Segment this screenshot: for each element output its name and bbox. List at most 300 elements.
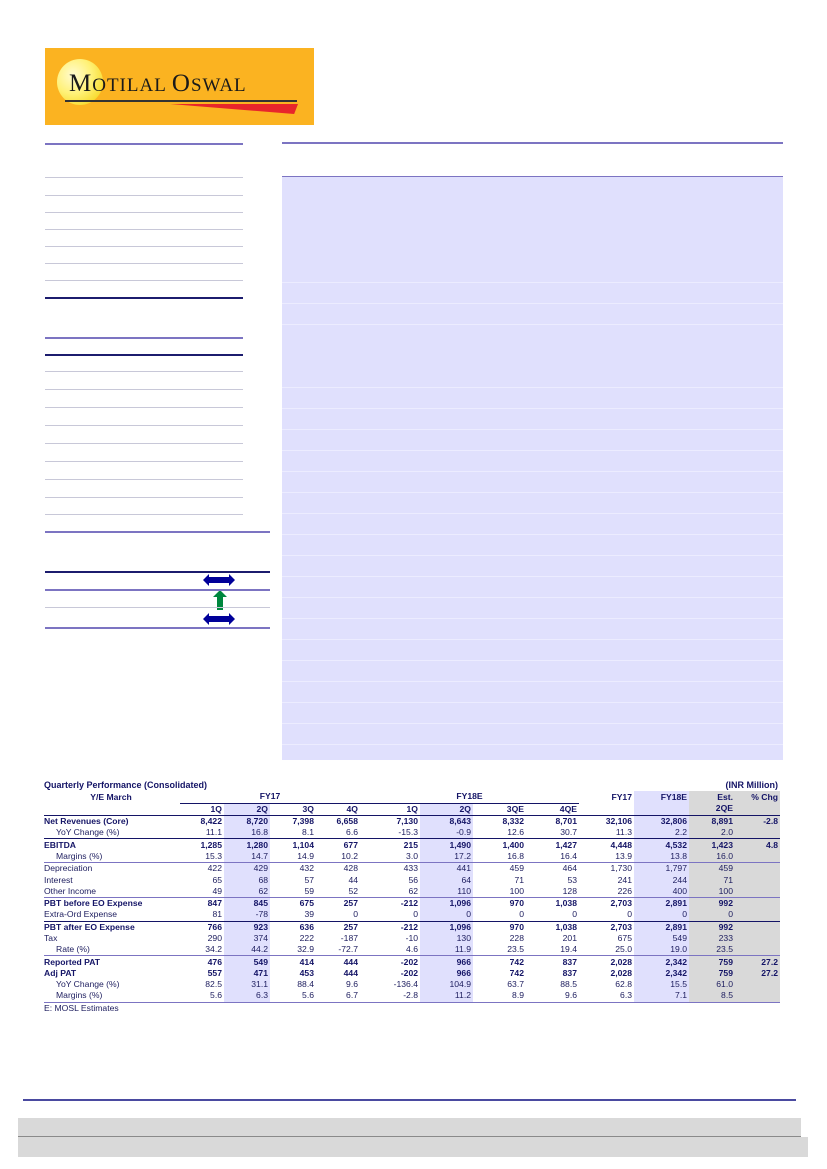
table-cell: 290 [207,933,222,943]
table-cell: 5.6 [180,990,224,1002]
panel-rule [282,513,783,514]
table-cell: 1,797 [634,863,689,875]
table-cell: 233 [689,933,735,944]
sidebar-rule [45,143,243,145]
sidebar-rule [45,479,243,480]
table-cell: 742 [473,956,526,968]
table-cell: 1,730 [579,863,634,875]
table-cell: 44.2 [224,944,270,956]
motilal-oswal-logo [45,48,314,125]
table-cell: 257 [316,897,360,909]
table-cell: 0 [413,909,418,920]
table-cell: 130 [420,933,473,944]
table-cell: 8.5 [689,990,735,1002]
table-cell: 32.9 [297,944,314,955]
table-cell: 7,130 [360,815,420,827]
row-label: Other Income [44,885,97,896]
quarter-header: 1Q [406,803,418,814]
table-row [44,874,780,885]
table-cell: 422 [180,863,224,875]
table-cell: 215 [360,839,420,851]
sidebar-rule [45,229,243,230]
table-cell: 59 [304,885,314,896]
table-cell: 68 [224,874,270,885]
table-cell [735,851,780,863]
table-cell: 7.1 [634,990,689,1002]
sidebar-rule [45,589,270,591]
table-row [44,921,780,933]
table-cell: 966 [420,956,473,968]
table-cell: 6.3 [579,990,634,1002]
table-row [44,956,780,968]
row-label: Tax [44,933,58,943]
table-cell: 4.6 [406,944,418,955]
panel-rule [282,702,783,703]
table-cell: 11.1 [205,827,222,838]
table-cell: 6.7 [316,990,360,1002]
sidebar-rule [45,263,243,264]
panel-top-rule [282,142,783,144]
table-cell: 23.5 [689,944,735,956]
table-cell: 444 [316,956,360,968]
table-cell: 128 [562,885,577,896]
table-cell: 4.8 [735,839,780,851]
table-cell: 100 [509,885,524,896]
table-cell: 39 [304,909,314,920]
table-cell [735,863,780,875]
table-cell: 82.5 [205,979,222,990]
panel-rule [282,282,783,283]
table-cell: 471 [224,968,270,979]
summary-panel [282,177,783,760]
table-cell: 27.2 [735,968,780,979]
table-cell: 0 [689,909,735,921]
quarter-header: 3QE [506,803,524,814]
table-cell: 0 [627,909,632,920]
sidebar-rule [45,497,243,498]
table-cell: 0 [353,909,358,920]
row-header: Y/E March [90,791,132,802]
table-cell: 19.4 [560,944,577,955]
row-label: Margins (%) [44,990,180,1002]
sidebar-rule [45,354,243,356]
table-cell: -212 [360,897,420,909]
table-cell: 636 [270,921,316,933]
quarter-header: 3Q [302,803,314,814]
panel-rule [282,576,783,577]
panel-rule [282,660,783,661]
table-cell: -212 [360,921,420,933]
footer-rule [23,1099,796,1101]
table-cell: 17.2 [420,851,473,863]
table-cell: 16.8 [224,827,270,839]
table-cell: 3.0 [406,850,418,861]
quarter-header: 2Q [420,803,473,815]
table-row [44,968,780,979]
table-cell [735,933,780,944]
sidebar-rule [45,280,243,281]
sidebar-rule [45,389,243,390]
table-row [44,944,780,956]
table-cell: 464 [526,863,579,875]
quarter-header [579,803,634,815]
table-cell: 374 [224,933,270,944]
quarter-header: 1Q [210,803,222,814]
panel-rule [282,387,783,388]
table-cell: 2,891 [634,921,689,933]
table-cell: 966 [420,968,473,979]
table-cell: 71 [689,874,735,885]
row-label: Extra-Ord Expense [44,909,118,920]
table-cell: 0 [572,909,577,920]
row-label: YoY Change (%) [56,979,120,990]
row-label: Reported PAT [44,956,180,968]
table-cell: 759 [689,956,735,968]
table-cell: 549 [224,956,270,968]
table-cell: 110 [420,886,473,898]
table-cell: 11.2 [420,990,473,1002]
logo-rule [65,100,297,102]
table-cell: 32,106 [579,815,634,827]
table-cell: 433 [360,863,420,875]
panel-rule [282,324,783,325]
table-cell: 15.5 [634,979,689,990]
table-cell [735,886,780,898]
table-cell: 837 [526,956,579,968]
table-cell: 57 [304,874,314,885]
table-cell: 88.4 [297,979,314,990]
table-cell: 88.5 [560,979,577,990]
panel-rule [282,723,783,724]
table-cell: 16.8 [507,850,524,861]
table-cell: 1,038 [526,897,579,909]
group-fy18e: FY18E [360,791,579,803]
table-cell: 453 [299,967,314,978]
panel-rule [282,408,783,409]
table-cell: 2,028 [610,967,632,978]
table-cell: 4,448 [579,839,634,851]
quarter-header [634,803,689,815]
sidebar-rule [45,337,243,339]
table-cell: 201 [562,933,577,943]
footer-bar [18,1137,808,1157]
table-cell: 2.2 [634,827,689,839]
table-cell: 1,096 [420,897,473,909]
table-cell: 34.2 [205,944,222,955]
table-cell: 441 [420,863,473,875]
row-label: Margins (%) [56,850,103,861]
logo-text: MOTILAL OSWAL [69,70,247,97]
table-cell: 5.6 [270,990,316,1002]
table-cell: 1,285 [180,839,224,851]
table-cell [735,979,780,990]
panel-rule [282,534,783,535]
table-cell [735,827,780,839]
panel-rule [282,597,783,598]
table-cell: 63.7 [507,979,524,990]
table-cell: 31.1 [224,979,270,990]
panel-rule [282,744,783,745]
table-cell: 8.1 [302,827,314,838]
table-cell: 16.0 [689,851,735,863]
table-cell [735,990,780,1002]
table-cell: 677 [316,839,360,851]
table-cell: 2,342 [634,968,689,979]
table-row [44,827,780,839]
table-cell: 8.9 [473,990,526,1002]
row-label: PBT after EO Expense [44,921,180,933]
table-cell: 11.3 [615,827,632,838]
sidebar-rule [45,443,243,444]
table-cell: 6.6 [346,827,358,838]
row-label: Depreciation [44,863,180,875]
sidebar-rule [45,195,243,196]
table-cell: 8,643 [420,815,473,827]
table-cell: 61.0 [689,979,735,990]
logo-swoosh [170,104,298,114]
table-cell: 8,332 [473,815,526,827]
table-cell: 459 [689,863,735,875]
quarter-header: 4Q [346,803,358,814]
quarter-header: 2QE [689,803,735,815]
table-cell: 0 [420,909,473,921]
quarter-header [735,803,780,815]
table-cell: 30.7 [560,827,577,838]
table-cell: 10.2 [341,850,358,861]
table-cell: 444 [343,967,358,978]
table-cell: 13.8 [634,851,689,863]
table-cell: 244 [634,874,689,885]
footnote: E: MOSL Estimates [44,1003,119,1013]
table-row [44,886,780,898]
table-cell: -0.9 [420,827,473,839]
table-cell: 992 [689,921,735,933]
table-cell: -10 [405,933,418,943]
table-cell: 432 [270,863,316,875]
table-cell: 1,280 [224,839,270,851]
table-cell: 64 [420,874,473,885]
table-cell: 241 [617,874,632,885]
table-cell: 9.6 [346,979,358,990]
table-cell: -72.7 [338,944,358,955]
table-cell: 32,806 [634,815,689,827]
table-cell [735,944,780,956]
table-cell: 8,891 [689,815,735,827]
table-cell: 2,891 [634,897,689,909]
table-row [44,990,780,1002]
table-cell: 27.2 [735,956,780,968]
sidebar-rule [45,212,243,213]
sidebar-rule [45,177,243,178]
table-cell: 970 [473,921,526,933]
group-est: Est. [689,791,735,803]
table-cell: 9.6 [526,990,579,1002]
table-cell: 1,427 [526,839,579,851]
group-fy17-annual: FY17 [611,791,632,802]
table-cell: 2,703 [579,921,634,933]
table-cell: 100 [689,886,735,898]
table-cell: 923 [224,921,270,933]
table-cell: 414 [270,956,316,968]
sidebar-rule [45,246,243,247]
table-cell: 2.0 [689,827,735,839]
table-cell: -187 [340,933,358,943]
panel-rule [282,450,783,451]
table-row [44,933,780,944]
blank [44,803,180,815]
table-cell: -78 [224,909,270,921]
table-cell: 104.9 [420,979,473,990]
table-cell: 1,490 [420,839,473,851]
table-unit: (INR Million) [725,780,778,791]
group-fy17: FY17 [180,791,360,803]
table-cell: 62 [408,885,418,896]
table-cell: 12.6 [507,827,524,838]
row-label: Interest [44,874,73,885]
sidebar-rule [45,627,270,629]
table-cell: 476 [180,956,224,968]
table-cell: 52 [348,885,358,896]
table-cell [735,897,780,909]
footer-bar [18,1118,801,1137]
row-label: Net Revenues (Core) [44,815,180,827]
table-cell: -202 [400,967,418,978]
sidebar-rule [45,461,243,462]
sidebar-rule [45,571,270,573]
table-cell: 1,423 [689,839,735,851]
table-cell: -136.4 [393,979,418,990]
table-cell: 2,342 [634,956,689,968]
table-cell: 49 [212,885,222,896]
sidebar-rule [45,514,243,515]
panel-rule [282,681,783,682]
panel-rule [282,429,783,430]
table-cell: 14.7 [224,851,270,863]
table-cell: 1,096 [420,921,473,933]
sidebar-rule [45,531,270,533]
table-cell: 970 [473,897,526,909]
row-label: PBT before EO Expense [44,897,180,909]
double-arrow-icon [203,574,235,586]
table-cell: 4,532 [634,839,689,851]
table-cell: 557 [207,967,222,978]
panel-rule [282,303,783,304]
double-arrow-icon [203,613,235,625]
table-cell: 429 [224,863,270,875]
table-cell: 2,028 [579,956,634,968]
table-cell: 1,038 [526,921,579,933]
table-cell: 13.9 [615,850,632,861]
table-cell: 845 [224,897,270,909]
table-cell [735,921,780,933]
table-cell: 549 [634,933,689,944]
table-cell: 2,703 [579,897,634,909]
sidebar-rule [45,425,243,426]
sidebar-rule [45,371,243,372]
table-row [44,897,780,909]
table-cell: 11.9 [420,944,473,956]
table-cell: 222 [299,933,314,943]
table-cell: 675 [617,933,632,943]
table-cell: 1,104 [270,839,316,851]
table-cell: -2.8 [735,815,780,827]
table-cell: 742 [509,967,524,978]
table-cell: 7,398 [270,815,316,827]
panel-rule [282,471,783,472]
panel-rule [282,639,783,640]
table-cell: 56 [408,874,418,885]
table-cell: -15.3 [398,827,418,838]
table-cell: 8,422 [180,815,224,827]
table-cell: 6,658 [316,815,360,827]
table-cell: 8,701 [526,815,579,827]
table-cell: 0 [634,909,689,921]
table-cell: 81 [212,909,222,920]
table-cell: 400 [634,886,689,898]
table-cell: 759 [689,968,735,979]
table-cell: 228 [509,933,524,943]
table-cell: 53 [567,874,577,885]
table-cell: 6.3 [224,990,270,1002]
table-row [44,863,780,875]
table-cell: 837 [562,967,577,978]
table-cell: 8,720 [224,815,270,827]
table-cell: 992 [689,897,735,909]
sidebar-rule [45,297,243,299]
table-cell: -202 [360,956,420,968]
row-label: EBITDA [44,839,180,851]
table-row [44,979,780,990]
table-cell: 16.4 [560,850,577,861]
table-cell: 19.0 [634,944,689,956]
quarter-header: 4QE [559,803,577,814]
row-label: Rate (%) [56,944,90,955]
quarterly-performance-table [44,780,780,1003]
table-cell: 0 [519,909,524,920]
table-row [44,909,780,921]
quarter-header: 2Q [224,803,270,815]
table-title: Quarterly Performance (Consolidated) [44,780,208,791]
table-cell: 71 [514,874,524,885]
table-cell [735,909,780,921]
table-cell: 62 [224,886,270,898]
table-cell: 257 [316,921,360,933]
table-cell: 65 [212,874,222,885]
table-cell: 459 [473,863,526,875]
table-cell [735,874,780,885]
panel-rule [282,618,783,619]
table-cell: 62.8 [615,979,632,990]
sidebar-rule [45,407,243,408]
panel-rule [282,555,783,556]
table-cell: 766 [180,921,224,933]
table-cell: 23.5 [507,944,524,955]
table-row [44,851,780,863]
panel-rule [282,492,783,493]
group-chg: % Chg [735,791,780,803]
table-cell: -2.8 [360,990,420,1002]
sidebar-rule [45,607,270,608]
table-cell: 226 [617,885,632,896]
table-cell: 428 [316,863,360,875]
table-cell: 44 [348,874,358,885]
table-row [44,815,780,827]
table-row [44,839,780,851]
table-cell: 675 [270,897,316,909]
row-label: Adj PAT [44,967,77,978]
table-cell: 15.3 [205,850,222,861]
table-cell: 847 [180,897,224,909]
